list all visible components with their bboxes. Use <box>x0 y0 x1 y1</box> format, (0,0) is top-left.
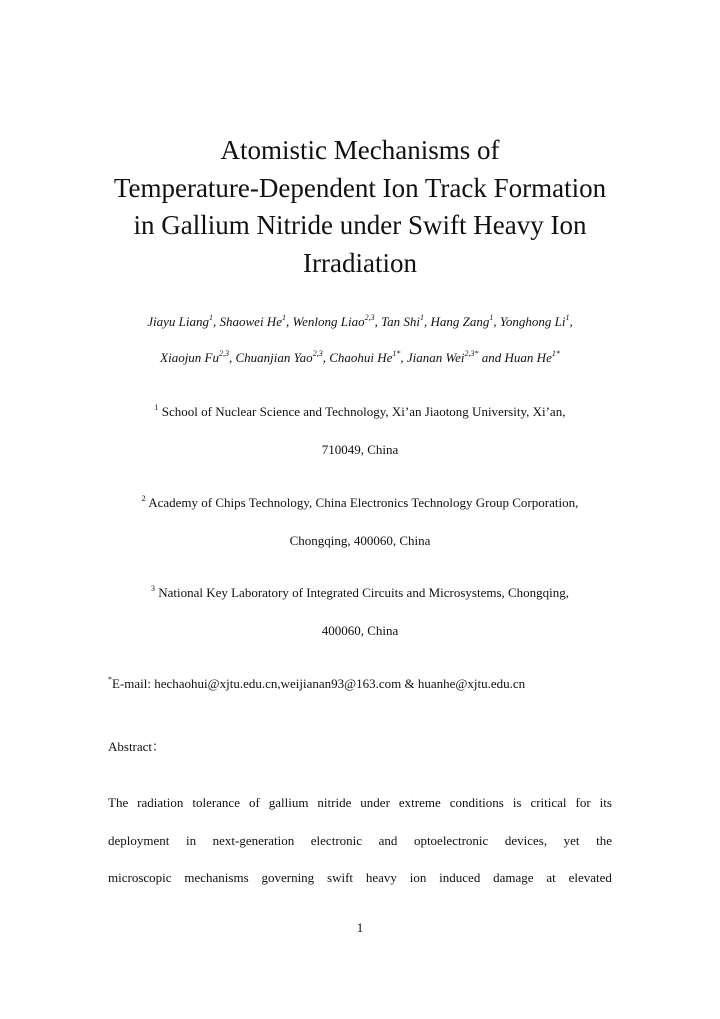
abstract-line <box>108 795 612 811</box>
abstract-word: electronic <box>310 833 363 848</box>
abstract-word: deployment <box>108 833 170 848</box>
abstract-word: devices, <box>504 833 548 848</box>
abstract-word: gallium <box>268 795 309 810</box>
affiliation-text: National Key Laboratory of Integrated Circuits and Microsystems, Chongqing, <box>158 585 570 600</box>
abstract-word: at <box>546 870 556 885</box>
author-affiliation-mark: 1 <box>489 312 494 322</box>
author-affiliation-mark: 1 <box>281 312 286 322</box>
abstract-word: of <box>248 795 260 810</box>
author-name: Hang Zang <box>430 314 490 329</box>
abstract-word: in <box>185 833 197 848</box>
abstract-word: mechanisms <box>184 870 249 885</box>
author-affiliation-mark: 2,3 <box>364 312 375 322</box>
author-name: Wenlong Liao <box>292 314 365 329</box>
author-affiliation-mark: 1* <box>392 348 401 358</box>
affiliation-1 <box>40 404 680 420</box>
author-affiliation-mark: 2,3* <box>464 348 479 358</box>
abstract-word: for <box>575 795 591 810</box>
author-name: Jiayu Liang <box>147 314 209 329</box>
abstract-word: next-generation <box>212 833 295 848</box>
abstract-word: heavy <box>365 870 397 885</box>
abstract-word: extreme <box>398 795 441 810</box>
affiliation-3 <box>40 585 680 601</box>
abstract-word: under <box>360 795 390 810</box>
email-text: E-mail: hechaohui@xjtu.edu.cn,weijianan93@163.com & huanhe@xjtu.edu.cn <box>112 676 526 691</box>
abstract-word: microscopic <box>108 870 172 885</box>
affiliation-3-continued: 400060, China <box>321 623 399 638</box>
affiliation-2 <box>40 495 680 511</box>
author-list-line-2: Xiaojun Fu$^{2,3}$, Chuanjian Yao$^{2,3}$, Chaohui $He^{1*}$, Jianan Wei$^{2,3*}$ and Huan $He^{1*}$ <box>160 348 560 365</box>
author-affiliation-mark: 2,3 <box>312 348 323 358</box>
affiliation-text: School of Nuclear Science and Technology, Xi’an Jiaotong University, Xi’an, <box>161 404 566 419</box>
title-line: Temperature-Dependent Ion Track Formation <box>113 172 607 203</box>
affiliation-text: Academy of Chips Technology, China Electronics Technology Group Corporation, <box>148 495 579 510</box>
author-conjunction: and <box>481 350 502 365</box>
title-line: Irradiation <box>303 247 417 278</box>
abstract-word: The <box>108 795 129 810</box>
abstract-line <box>108 870 612 886</box>
page-number: 1 <box>356 920 364 935</box>
author-affiliation-mark: 1 <box>565 312 570 322</box>
abstract-word: ion <box>409 870 427 885</box>
affiliation-2-continued: Chongqing, 400060, China <box>289 533 431 548</box>
abstract-word: tolerance <box>192 795 240 810</box>
abstract-word: is <box>512 795 522 810</box>
abstract-word: its <box>599 795 612 810</box>
author-affiliation-mark: 2,3 <box>219 348 229 358</box>
abstract-word: damage <box>493 870 534 885</box>
paper-title <box>60 132 660 282</box>
abstract-word: induced <box>439 870 481 885</box>
author-name: Tan Shi <box>381 314 420 329</box>
author-affiliation-mark: 1* <box>551 348 560 358</box>
abstract-word: nitride <box>317 795 352 810</box>
author-name: Xiaojun Fu <box>160 350 219 365</box>
author-name: Chaohui He <box>329 350 393 365</box>
affiliation-mark: 1 <box>154 402 159 412</box>
abstract-heading: Abstract： <box>108 739 166 754</box>
affiliation-1-continued: 710049, China <box>321 442 399 457</box>
author-name: Yonghong Li <box>499 314 566 329</box>
title-line: in Gallium Nitride under Swift Heavy Ion <box>133 210 587 240</box>
author-affiliation-mark: 1 <box>419 312 424 322</box>
author-list-line-1: Jiayu Liang$^1$, Shaowei He$^1$, Wenlong Liao$^{2,3}$, Tan Shi$^1$, Hang Zang$^1$, Yonghong Li$^1$, <box>147 312 573 329</box>
author-affiliation-mark: 1 <box>209 312 213 322</box>
author-name: Jianan Wei <box>406 350 465 365</box>
abstract-word: swift <box>327 870 354 885</box>
abstract-word: the <box>596 833 612 848</box>
abstract-word: conditions <box>449 795 504 810</box>
abstract-word: optoelectronic <box>413 833 489 848</box>
author-name: Chuanjian Yao <box>235 350 313 365</box>
abstract-word: and <box>378 833 398 848</box>
author-name: Huan He <box>504 350 552 365</box>
abstract-word: yet <box>563 833 580 848</box>
title-line: Atomistic Mechanisms of <box>220 135 500 165</box>
affiliation-mark: 3 <box>150 583 155 593</box>
corresponding-email <box>108 676 525 692</box>
abstract-word: radiation <box>137 795 184 810</box>
abstract-word: elevated <box>568 870 612 885</box>
abstract-word: critical <box>530 795 567 810</box>
author-name: Shaowei He <box>219 314 282 329</box>
corresponding-mark: * <box>108 674 112 684</box>
abstract-word: governing <box>261 870 315 885</box>
abstract-line <box>108 833 612 849</box>
affiliation-mark: 2 <box>141 493 146 503</box>
